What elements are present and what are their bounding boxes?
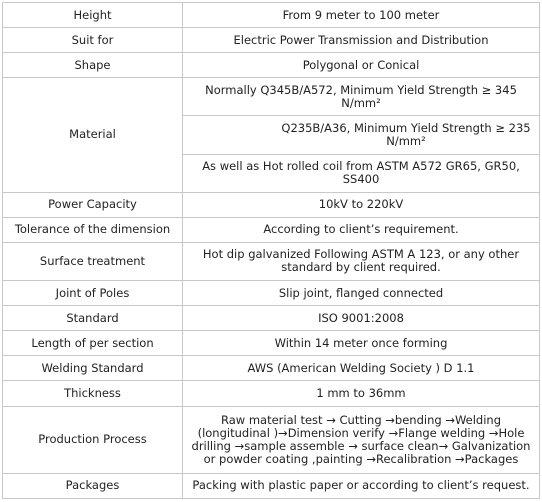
row-value: 10kV to 220kV xyxy=(183,192,540,217)
row-value: Packing with plastic paper or according to client’s request. xyxy=(183,473,540,498)
row-label: Shape xyxy=(3,53,183,78)
table-row xyxy=(3,381,540,406)
row-label: Joint of Poles xyxy=(3,281,183,306)
table-row xyxy=(3,78,540,116)
row-value: Q235B/A36, Minimum Yield Strength ≥ 235 N/mm² xyxy=(183,116,540,154)
row-label: Power Capacity xyxy=(3,192,183,217)
row-label: Thickness xyxy=(3,381,183,406)
row-value: 1 mm to 36mm xyxy=(183,381,540,406)
table-row xyxy=(3,3,540,28)
row-label: Material xyxy=(3,78,183,192)
row-label: Tolerance of the dimension xyxy=(3,217,183,242)
row-value: According to client’s requirement. xyxy=(183,217,540,242)
row-label: Welding Standard xyxy=(3,356,183,381)
table-row xyxy=(3,192,540,217)
row-value: Electric Power Transmission and Distribution xyxy=(183,28,540,53)
row-label: Height xyxy=(3,3,183,28)
table-row xyxy=(3,356,540,381)
row-value: As well as Hot rolled coil from ASTM A572 GR65, GR50, SS400 xyxy=(183,154,540,192)
table-row xyxy=(3,28,540,53)
row-value: Normally Q345B/A572, Minimum Yield Strength ≥ 345 N/mm² xyxy=(183,78,540,116)
row-value: ISO 9001:2008 xyxy=(183,306,540,331)
table-row xyxy=(3,331,540,356)
row-label: Surface treatment xyxy=(3,242,183,280)
table-row xyxy=(3,281,540,306)
row-value: Polygonal or Conical xyxy=(183,53,540,78)
table-row xyxy=(3,473,540,498)
row-value: Hot dip galvanized Following ASTM A 123, or any other standard by client required. xyxy=(183,242,540,280)
table-row xyxy=(3,242,540,280)
row-value: Slip joint, flanged connected xyxy=(183,281,540,306)
table-row xyxy=(3,306,540,331)
row-label: Production Process xyxy=(3,406,183,473)
row-value: Within 14 meter once forming xyxy=(183,331,540,356)
specification-table xyxy=(2,2,540,499)
row-label: Packages xyxy=(3,473,183,498)
table-row xyxy=(3,406,540,473)
row-value: AWS (American Welding Society ) D 1.1 xyxy=(183,356,540,381)
row-value: Raw material test → Cutting →bending →Welding (longitudinal )→Dimension verify →Flange welding →Hole drilling →sample assemble → surface clean→ Galvanization or powder coating ,painting →Recalibration →Packages xyxy=(183,406,540,473)
table-row xyxy=(3,217,540,242)
row-label: Standard xyxy=(3,306,183,331)
row-label: Length of per section xyxy=(3,331,183,356)
table-row xyxy=(3,53,540,78)
row-label: Suit for xyxy=(3,28,183,53)
row-value: From 9 meter to 100 meter xyxy=(183,3,540,28)
